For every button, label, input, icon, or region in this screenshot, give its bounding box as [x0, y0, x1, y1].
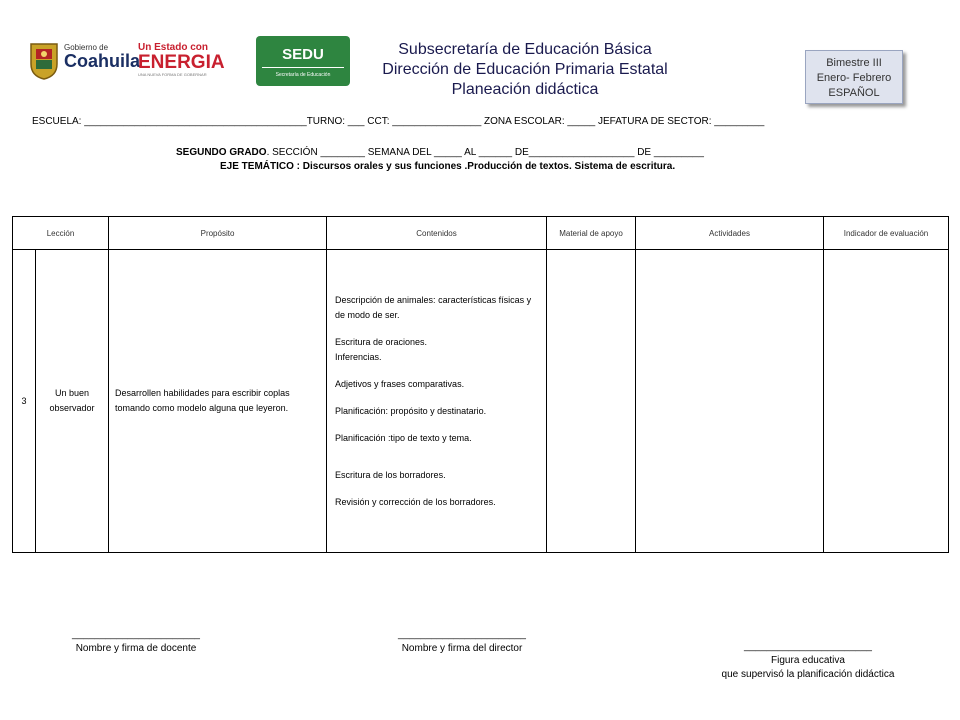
- sedu-title: SEDU: [282, 46, 324, 63]
- contenido-item: Escritura de los borradores.: [335, 469, 446, 480]
- signature-line: _______________________: [72, 629, 200, 640]
- table-header-row: [13, 217, 949, 250]
- sedu-divider: [262, 67, 344, 68]
- bimestre-line-3: ESPAÑOL: [828, 87, 880, 99]
- coahuila-big-text: Coahuila: [64, 51, 141, 71]
- bimestre-line-1: Bimestre III: [826, 57, 882, 69]
- bimestre-line-2: Enero- Febrero: [816, 72, 892, 84]
- lesson-title: Un buen observador: [36, 250, 109, 553]
- signature-line: _______________________: [398, 629, 526, 640]
- material-cell: [547, 250, 636, 553]
- lesson-number: 3: [13, 250, 36, 553]
- header-contenidos: Contenidos: [327, 217, 547, 250]
- contenido-item: Planificación :tipo de texto y tema.: [335, 432, 472, 443]
- header-proposito: Propósito: [109, 217, 327, 250]
- contenido-item: Descripción de animales: características físicas y de modo de ser.: [335, 294, 532, 320]
- planning-table: [12, 216, 949, 553]
- contenido-item: Escritura de oraciones.: [335, 336, 428, 347]
- seccion-field-text: . SECCIÓN ________ SEMANA DEL _____ AL ______ DE___________________ DE _________: [266, 147, 704, 158]
- signature-label: Figura educativa: [771, 655, 845, 666]
- contenido-item: Adjetivos y frases comparativas.: [335, 378, 465, 389]
- actividades-cell: [636, 250, 824, 553]
- signature-docente: [56, 628, 216, 656]
- energia-logo: [138, 42, 225, 77]
- coahuila-seal-icon: [28, 40, 60, 80]
- header-line-1: Subsecretaría de Educación Básica: [398, 41, 652, 58]
- signature-supervisor: [700, 640, 916, 682]
- proposito-cell: Desarrollen habilidades para escribir coplas tomando como modelo alguna que leyeron.: [109, 250, 327, 553]
- document-header: [340, 40, 710, 100]
- sedu-logo: [256, 36, 350, 86]
- header-actividades: Actividades: [636, 217, 824, 250]
- energia-tagline: UNA NUEVA FORMA DE GOBERNAR: [138, 72, 207, 77]
- header-material: Material de apoyo: [547, 217, 636, 250]
- header-line-2: Dirección de Educación Primaria Estatal: [382, 61, 668, 78]
- grado-field-line: [176, 147, 704, 158]
- logos-area: [28, 36, 358, 92]
- signature-director: [380, 628, 544, 656]
- energia-big-text: ENERGIA: [138, 52, 225, 73]
- contenido-item: Planificación: propósito y destinatario.: [335, 405, 487, 416]
- signature-line: _______________________: [744, 641, 872, 652]
- indicador-cell: [824, 250, 949, 553]
- energia-small-text: Un Estado con: [138, 42, 209, 53]
- sedu-subtitle: Secretaría de Educación: [275, 72, 331, 78]
- coahuila-small-text: Gobierno de: [64, 43, 109, 52]
- contenidos-cell: [327, 250, 547, 553]
- escuela-field-line: ESCUELA: ________________________________________TURNO: ___ CCT: ________________ ZONA ESCOLAR: _____ JEFATURA DE SECTOR: _________: [32, 116, 765, 127]
- header-line-3: Planeación didáctica: [451, 81, 599, 98]
- header-leccion: Lección: [13, 217, 109, 250]
- bimestre-box: [805, 50, 903, 104]
- signature-label-2: que supervisó la planificación didáctica: [721, 669, 895, 680]
- eje-tematico-line: EJE TEMÁTICO : Discursos orales y sus funciones .Producción de textos. Sistema de escritura.: [220, 161, 676, 172]
- signature-label: Nombre y firma del director: [401, 643, 523, 654]
- contenido-item: Revisión y corrección de los borradores.: [335, 496, 496, 507]
- signature-label: Nombre y firma de docente: [75, 643, 197, 654]
- contenido-item: Inferencias.: [335, 351, 382, 362]
- header-indicador: Indicador de evaluación: [824, 217, 949, 250]
- table-row: [13, 250, 949, 553]
- grado-label: SEGUNDO GRADO: [176, 147, 267, 158]
- coahuila-logo: [64, 44, 140, 70]
